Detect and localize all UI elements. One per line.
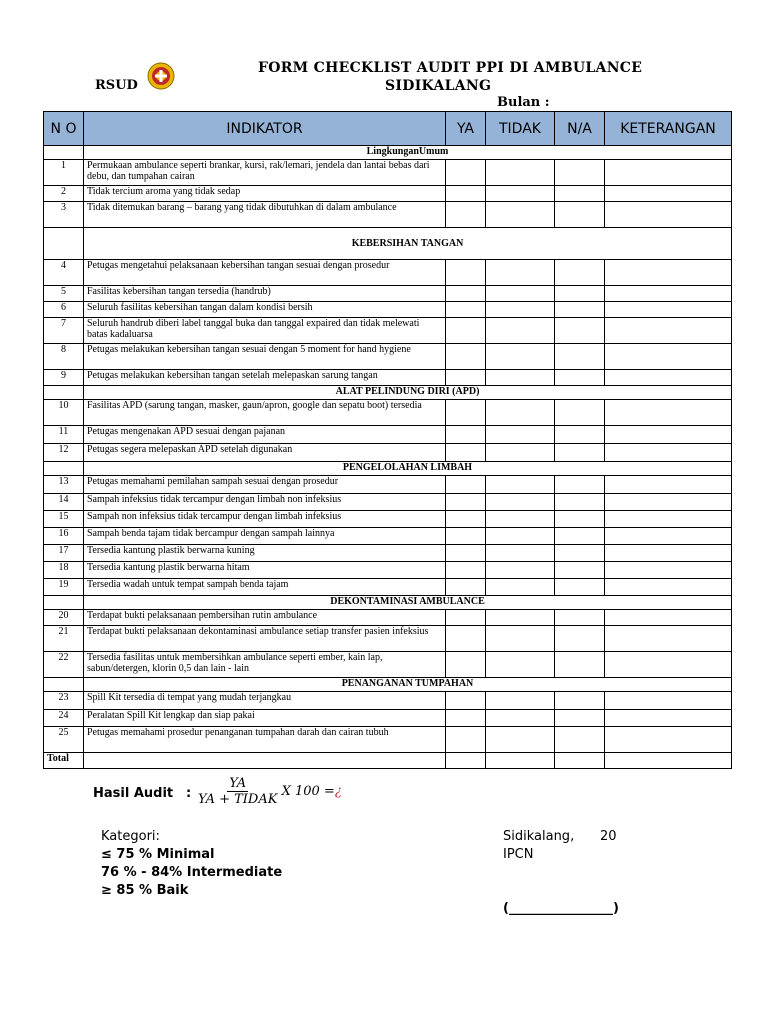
row-indikator: Sampah benda tajam tidak bercampur dengan sampah lainnya [84,528,446,545]
cell-na[interactable] [555,652,605,678]
cell-na[interactable] [555,727,605,753]
table-row [44,286,732,302]
cell-keterangan[interactable] [605,426,732,444]
section-row [44,596,732,610]
kategori-baik: ≥ 85 % Baik [101,883,189,898]
row-no: 21 [44,626,84,652]
table-row [44,400,732,426]
cell-keterangan[interactable] [605,494,732,511]
cell-keterangan[interactable] [605,186,732,202]
cell-keterangan[interactable] [605,692,732,710]
cell-na[interactable] [555,511,605,528]
kategori-intermediate: 76 % - 84% Intermediate [101,865,283,880]
checklist-table [43,111,732,769]
kategori-title: Kategori: [101,829,160,844]
row-no: 7 [44,318,84,344]
cell-ya[interactable] [446,260,486,286]
row-indikator: Petugas melakukan kebersihan tangan sesuai dengan 5 moment for hand hygiene [84,344,446,370]
table-row [44,426,732,444]
row-indikator: Fasilitas APD (sarung tangan, masker, gaun/apron, google dan sepatu boot) tersedia [84,400,446,426]
cell-tidak[interactable] [486,302,555,318]
table-row [44,344,732,370]
row-indikator: Petugas mengenakan APD sesuai dengan pajanan [84,426,446,444]
row-indikator: Spill Kit tersedia di tempat yang mudah terjangkau [84,692,446,710]
cell-keterangan[interactable] [605,260,732,286]
cell-ya[interactable] [446,302,486,318]
row-indikator: Terdapat bukti pelaksanaan dekontaminasi ambulance setiap transfer pasien infeksius [84,626,446,652]
total-label: Total [44,753,84,769]
row-no: 18 [44,562,84,579]
row-no: 19 [44,579,84,596]
hasil-audit-formula [198,776,342,807]
cell-tidak[interactable] [486,710,555,727]
cell-na[interactable] [555,318,605,344]
cell-na[interactable] [555,344,605,370]
cell-ya[interactable] [446,426,486,444]
section-row [44,678,732,692]
cell-ya[interactable] [446,579,486,596]
row-no: 14 [44,494,84,511]
cell-ya[interactable] [446,186,486,202]
cell-na[interactable] [555,302,605,318]
cell-tidak[interactable] [486,344,555,370]
kategori-minimal: ≤ 75 % Minimal [101,847,215,862]
hasil-audit-label: Hasil Audit [93,786,174,801]
table-row [44,610,732,626]
cell-keterangan[interactable] [605,344,732,370]
form-title-line2: SIDIKALANG [385,78,492,94]
cell-ya[interactable] [446,160,486,186]
row-indikator: Tersedia fasilitas untuk membersihkan ambulance seperti ember, kain lap, sabun/detergen, klorin 0,5 dan lain - lain [84,652,446,678]
cell-keterangan[interactable] [605,610,732,626]
cell-tidak[interactable] [486,610,555,626]
row-indikator: Tidak tercium aroma yang tidak sedap [84,186,446,202]
cell-tidak[interactable] [486,400,555,426]
cell-tidak[interactable] [486,626,555,652]
row-no: 11 [44,426,84,444]
cell-tidak[interactable] [486,160,555,186]
row-indikator: Petugas memahami pemilahan sampah sesuai dengan prosedur [84,476,446,494]
cell-na[interactable] [555,545,605,562]
row-no: 12 [44,444,84,462]
row-no: 15 [44,511,84,528]
table-row [44,160,732,186]
cell-tidak[interactable] [486,528,555,545]
cell-keterangan[interactable] [605,302,732,318]
cell-na[interactable] [555,476,605,494]
row-no: 10 [44,400,84,426]
cell-ya[interactable] [446,202,486,228]
row-no: 13 [44,476,84,494]
row-indikator: Petugas memahami prosedur penanganan tumpahan darah dan cairan tubuh [84,727,446,753]
table-row [44,562,732,579]
cell-keterangan[interactable] [605,652,732,678]
table-row [44,476,732,494]
form-title-line1: FORM CHECKLIST AUDIT PPI DI AMBULANCE [258,60,643,76]
cell-ya[interactable] [446,528,486,545]
table-row [44,626,732,652]
cell-ya[interactable] [446,692,486,710]
row-indikator: Peralatan Spill Kit lengkap dan siap pakai [84,710,446,727]
table-row [44,528,732,545]
formula-multiplier: X 100 = [281,784,335,799]
cell-ya[interactable] [446,562,486,579]
cell-tidak[interactable] [486,186,555,202]
kategori-block [101,828,282,900]
row-no: 9 [44,370,84,386]
row-indikator: Terdapat bukti pelaksanaan pembersihan rutin ambulance [84,610,446,626]
row-no: 6 [44,302,84,318]
row-indikator: Tersedia wadah untuk tempat sampah benda tajam [84,579,446,596]
cell-keterangan[interactable] [605,545,732,562]
section-row [44,386,732,400]
col-header-keterangan: KETERANGAN [605,112,732,146]
row-indikator: Petugas segera melepaskan APD setelah digunakan [84,444,446,462]
cell-ya[interactable] [446,511,486,528]
table-row [44,260,732,286]
cell-ya[interactable] [446,400,486,426]
cell-ya[interactable] [446,370,486,386]
cell-tidak[interactable] [486,511,555,528]
sign-place: Sidikalang, [503,829,575,844]
row-no: 3 [44,202,84,228]
cell-ya[interactable] [446,444,486,462]
cell-na[interactable] [555,528,605,545]
cell-na[interactable] [555,370,605,386]
cell-ya[interactable] [446,710,486,727]
table-row [44,302,732,318]
cell-keterangan[interactable] [605,476,732,494]
row-indikator: Tersedia kantung plastik berwarna hitam [84,562,446,579]
cell-tidak[interactable] [486,202,555,228]
row-no: 24 [44,710,84,727]
cell-na[interactable] [555,579,605,596]
table-header-row [44,112,732,146]
row-indikator: Permukaan ambulance seperti brankar, kursi, rak/lemari, jendela dan lantai bebas dari debu, dan tumpahan cairan [84,160,446,186]
bulan-label: Bulan : [497,95,550,110]
cell-ya[interactable] [446,476,486,494]
table-row [44,202,732,228]
cell-ya[interactable] [446,318,486,344]
cell-ya[interactable] [446,344,486,370]
row-no: 16 [44,528,84,545]
cell-na[interactable] [555,426,605,444]
cell-keterangan[interactable] [605,318,732,344]
col-header-no: N O [44,112,84,146]
cell-keterangan[interactable] [605,286,732,302]
cell-na[interactable] [555,626,605,652]
cell-keterangan[interactable] [605,727,732,753]
row-indikator: Tidak ditemukan barang – barang yang tidak dibutuhkan di dalam ambulance [84,202,446,228]
table-row [44,444,732,462]
cell-tidak[interactable] [486,370,555,386]
row-no: 1 [44,160,84,186]
section-apd: ALAT PELINDUNG DIRI (APD) [84,386,732,400]
cell-na[interactable] [555,202,605,228]
total-keterangan[interactable] [605,753,732,769]
formula-result: ¿ [334,784,342,799]
sign-role: IPCN [503,847,534,862]
total-tidak[interactable] [486,753,555,769]
cell-tidak[interactable] [486,562,555,579]
cell-na[interactable] [555,400,605,426]
sign-name-line[interactable]: (________________) [503,901,619,916]
cell-na[interactable] [555,692,605,710]
col-header-tidak: TIDAK [486,112,555,146]
cell-keterangan[interactable] [605,370,732,386]
cell-ya[interactable] [446,610,486,626]
cell-na[interactable] [555,444,605,462]
section-row [44,228,732,260]
row-no: 4 [44,260,84,286]
row-indikator: Fasilitas kebersihan tangan tersedia (handrub) [84,286,446,302]
cell-keterangan[interactable] [605,579,732,596]
cell-tidak[interactable] [486,286,555,302]
cell-keterangan[interactable] [605,400,732,426]
cell-keterangan[interactable] [605,626,732,652]
sign-year: 20 [600,829,617,844]
row-no: 22 [44,652,84,678]
section-dekontaminasi-ambulance: DEKONTAMINASI AMBULANCE [84,596,732,610]
formula-numerator: YA [229,776,247,791]
cell-tidak[interactable] [486,426,555,444]
cell-keterangan[interactable] [605,202,732,228]
cell-na[interactable] [555,610,605,626]
hasil-audit-colon: : [186,786,192,801]
row-no: 23 [44,692,84,710]
col-header-na: N/A [555,112,605,146]
cell-tidak[interactable] [486,579,555,596]
cell-na[interactable] [555,286,605,302]
row-indikator: Petugas melakukan kebersihan tangan setelah melepaskan sarung tangan [84,370,446,386]
table-row [44,186,732,202]
table-row [44,494,732,511]
cell-ya[interactable] [446,286,486,302]
section-kebersihan-tangan: KEBERSIHAN TANGAN [84,228,732,260]
table-row [44,710,732,727]
cell-keterangan[interactable] [605,511,732,528]
table-row [44,727,732,753]
cell-tidak[interactable] [486,692,555,710]
table-row [44,692,732,710]
section-penanganan-tumpahan: PENANGANAN TUMPAHAN [84,678,732,692]
row-indikator: Seluruh fasilitas kebersihan tangan dalam kondisi bersih [84,302,446,318]
row-no: 8 [44,344,84,370]
table-row [44,579,732,596]
cell-ya[interactable] [446,727,486,753]
rsud-label: RSUD [95,78,138,93]
total-na[interactable] [555,753,605,769]
section-row [44,462,732,476]
row-no: 25 [44,727,84,753]
section-lingkungan-umum: LingkunganUmum [84,146,732,160]
cell-ya[interactable] [446,626,486,652]
cell-tidak[interactable] [486,652,555,678]
cell-na[interactable] [555,260,605,286]
row-no: 2 [44,186,84,202]
row-no: 17 [44,545,84,562]
row-no: 5 [44,286,84,302]
table-row [44,511,732,528]
table-row [44,652,732,678]
row-indikator: Sampah infeksius tidak tercampur dengan limbah non infeksius [84,494,446,511]
cell-keterangan[interactable] [605,528,732,545]
cell-ya[interactable] [446,545,486,562]
row-indikator: Petugas mengetahui pelaksanaan kebersihan tangan sesuai dengan prosedur [84,260,446,286]
cell-na[interactable] [555,710,605,727]
row-indikator: Seluruh handrub diberi label tanggal buka dan tanggal expaired dan tidak melewati batas kadaluarsa [84,318,446,344]
cell-tidak[interactable] [486,444,555,462]
cell-na[interactable] [555,160,605,186]
row-indikator: Sampah non infeksius tidak tercampur dengan limbah infeksius [84,511,446,528]
col-header-indikator: INDIKATOR [84,112,446,146]
cell-keterangan[interactable] [605,160,732,186]
cell-na[interactable] [555,186,605,202]
cell-tidak[interactable] [486,494,555,511]
cell-na[interactable] [555,562,605,579]
table-row [44,545,732,562]
section-row [44,146,732,160]
row-no: 20 [44,610,84,626]
cell-ya[interactable] [446,652,486,678]
formula-denominator: YA + TIDAK [198,792,278,807]
hospital-logo-icon [146,61,176,91]
total-row [44,753,732,769]
row-indikator: Tersedia kantung plastik berwarna kuning [84,545,446,562]
cell-keterangan[interactable] [605,444,732,462]
col-header-ya: YA [446,112,486,146]
table-row [44,318,732,344]
cell-tidak[interactable] [486,260,555,286]
cell-tidak[interactable] [486,545,555,562]
total-ya[interactable] [446,753,486,769]
cell-keterangan[interactable] [605,710,732,727]
section-pengelolahan-limbah: PENGELOLAHAN LIMBAH [84,462,732,476]
cell-tidak[interactable] [486,476,555,494]
cell-tidak[interactable] [486,727,555,753]
cell-tidak[interactable] [486,318,555,344]
table-row [44,370,732,386]
cell-ya[interactable] [446,494,486,511]
cell-keterangan[interactable] [605,562,732,579]
cell-na[interactable] [555,494,605,511]
